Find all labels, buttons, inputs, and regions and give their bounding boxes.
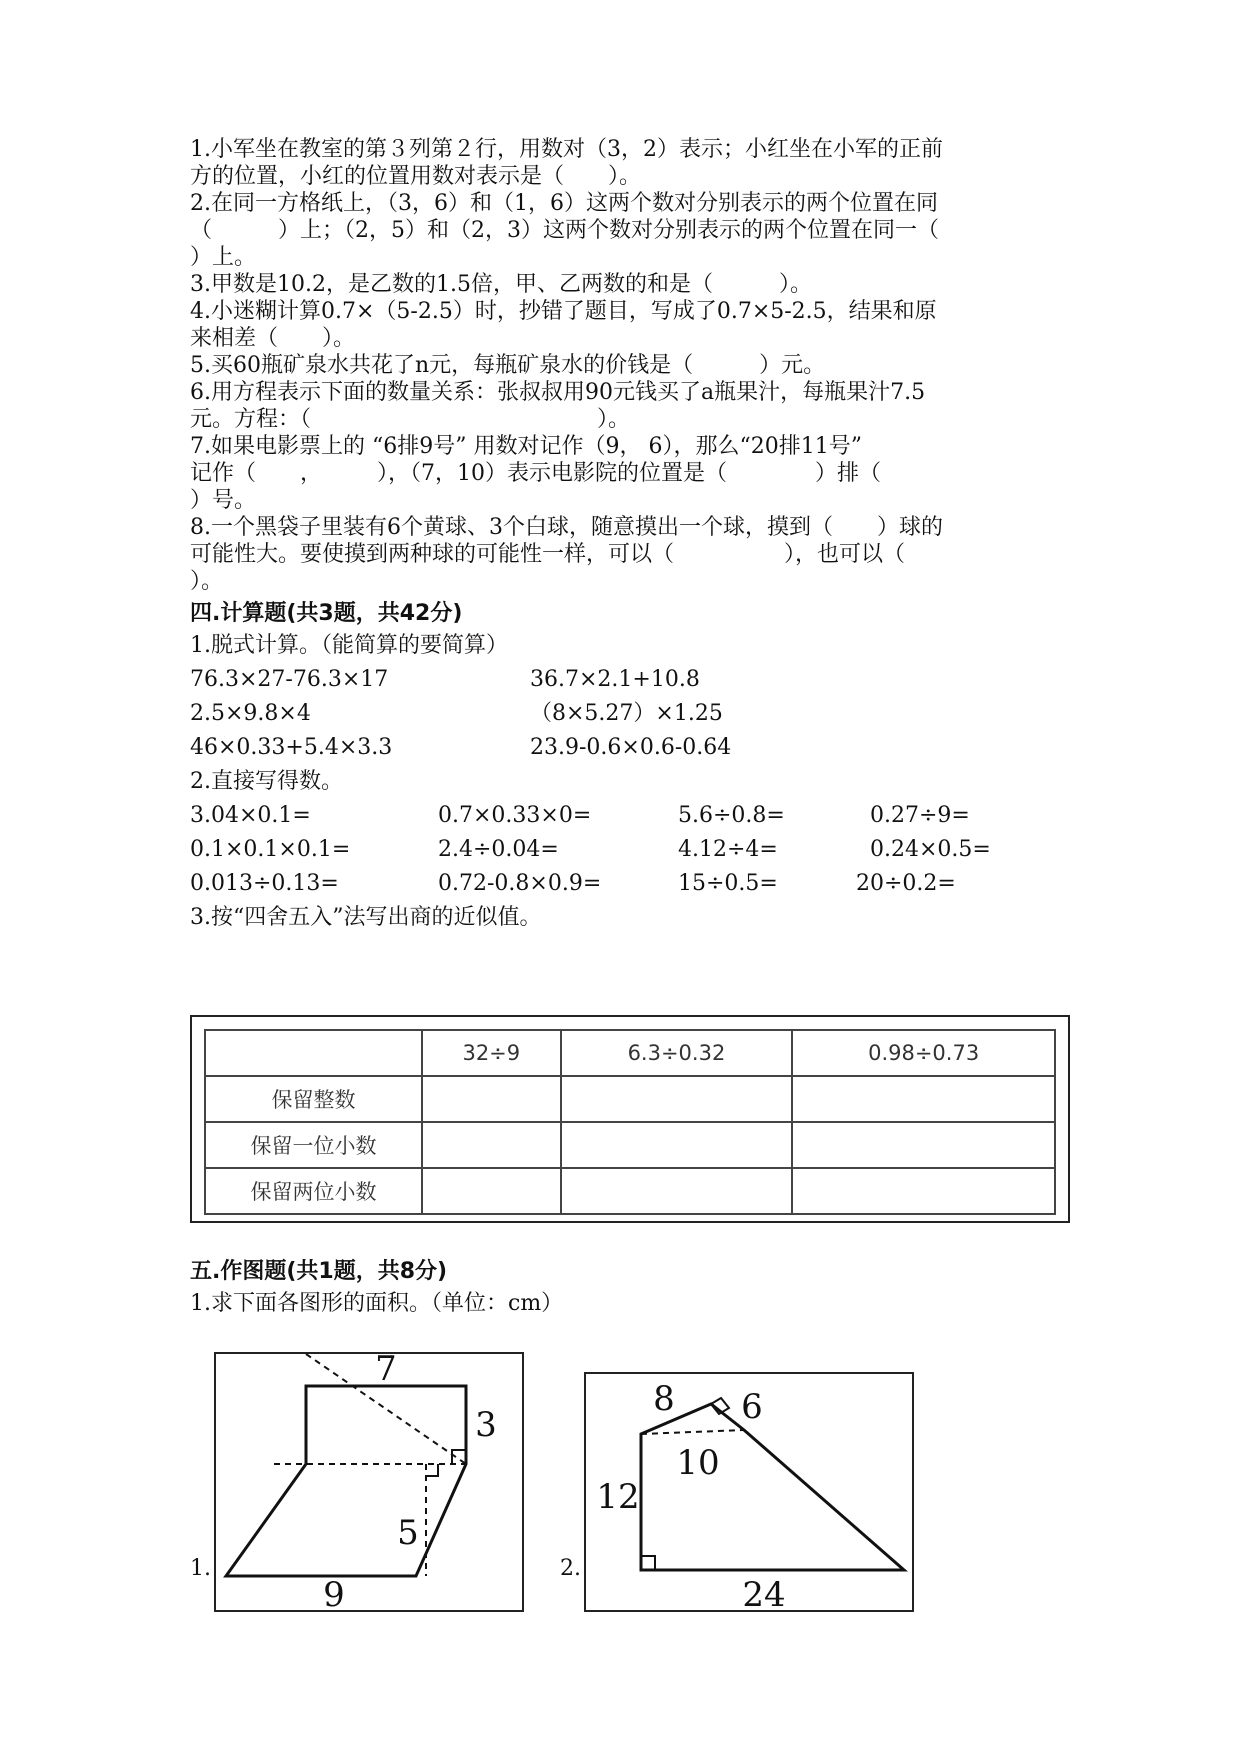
label-bottom: 9 — [323, 1575, 345, 1610]
answer-cell — [561, 1168, 793, 1214]
answer-cell — [422, 1168, 561, 1214]
table-header-row — [205, 1030, 1055, 1076]
label-left: 12 — [596, 1477, 640, 1517]
question-line: 记作（ ， ），（7，10）表示电影院的位置是（ ）排（ — [190, 461, 881, 486]
table-header-cell: 32÷9 — [422, 1030, 561, 1076]
question-line: 7.如果电影票上的 “6排9号” 用数对记作（9， 6），那么“20排11号” — [190, 434, 862, 459]
question-line: 3.甲数是10.2，是乙数的1.5倍，甲、乙两数的和是（ ）。 — [190, 272, 812, 297]
calc-item: 23.9-0.6×0.6-0.64 — [530, 735, 732, 760]
question-line: 可能性大。要使摸到两种球的可能性一样，可以（ ），也可以（ — [190, 542, 906, 567]
parallelogram-outline — [226, 1386, 466, 1576]
composite-figure — [586, 1374, 912, 1610]
question-line: 方的位置，小红的位置用数对表示是（ ）。 — [190, 164, 642, 189]
question-title: 1.脱式计算。（能简算的要简算） — [190, 633, 508, 658]
oral-calc-item: 20÷0.2= — [856, 871, 956, 896]
oral-calc-item: 2.4÷0.04= — [438, 837, 559, 862]
label-right: 3 — [475, 1405, 497, 1445]
answer-cell — [792, 1168, 1055, 1214]
table-row — [205, 1076, 1055, 1122]
table-header-cell: 6.3÷0.32 — [561, 1030, 793, 1076]
oral-calc-item: 0.7×0.33×0= — [438, 803, 592, 828]
answer-cell — [422, 1122, 561, 1168]
answer-cell — [561, 1076, 793, 1122]
table-header-cell: 0.98÷0.73 — [792, 1030, 1055, 1076]
table-row — [205, 1122, 1055, 1168]
figure-label: 1. — [190, 1556, 211, 1581]
answer-cell — [561, 1122, 793, 1168]
question-line: （ ）上；（2，5）和（2，3）这两个数对分别表示的两个位置在同一（ — [190, 218, 939, 243]
answer-cell — [792, 1076, 1055, 1122]
calc-item: （8×5.27）×1.25 — [530, 701, 723, 726]
oral-calc-item: 3.04×0.1= — [190, 803, 311, 828]
figure-composite-box — [584, 1372, 914, 1612]
row-label: 保留两位小数 — [205, 1168, 422, 1214]
question-line: 6.用方程表示下面的数量关系：张叔叔用90元钱买了a瓶果汁，每瓶果汁7.5 — [190, 380, 926, 405]
calc-item: 36.7×2.1+10.8 — [530, 667, 700, 692]
question-line: 8.一个黑袋子里装有6个黄球、3个白球，随意摸出一个球，摸到（ ）球的 — [190, 515, 943, 540]
question-line: 5.买60瓶矿泉水共花了n元，每瓶矿泉水的价钱是（ ）元。 — [190, 353, 826, 378]
question-line: ）上。 — [190, 245, 257, 270]
question-line: ）号。 — [190, 488, 257, 513]
row-label: 保留一位小数 — [205, 1122, 422, 1168]
row-label: 保留整数 — [205, 1076, 422, 1122]
label-bottom: 24 — [742, 1575, 786, 1610]
calc-item: 76.3×27-76.3×17 — [190, 667, 389, 692]
question-title: 1.求下面各图形的面积。（单位：cm） — [190, 1291, 564, 1316]
question-line: 2.在同一方格纸上，（3，6）和（1，6）这两个数对分别表示的两个位置在同 — [190, 191, 938, 216]
oral-calc-item: 4.12÷4= — [678, 837, 778, 862]
label-leg-a: 8 — [653, 1379, 675, 1419]
figure-parallelogram-box — [214, 1352, 524, 1612]
calc-item: 2.5×9.8×4 — [190, 701, 311, 726]
calc-item: 46×0.33+5.4×3.3 — [190, 735, 393, 760]
oral-calc-item: 5.6÷0.8= — [678, 803, 785, 828]
figure-label: 2. — [560, 1556, 581, 1581]
answer-cell — [422, 1076, 561, 1122]
label-leg-b: 6 — [741, 1387, 763, 1427]
question-line: 元。方程：（ ）。 — [190, 407, 631, 432]
section-title: 四.计算题(共3题，共42分) — [190, 601, 463, 626]
dashed-hypotenuse — [641, 1430, 744, 1434]
question-title: 3.按“四舍五入”法写出商的近似值。 — [190, 905, 542, 930]
approximation-table-frame — [190, 1015, 1070, 1223]
oral-calc-item: 15÷0.5= — [678, 871, 778, 896]
oral-calc-item: 0.72-0.8×0.9= — [438, 871, 602, 896]
label-top: 7 — [375, 1354, 397, 1389]
oral-calc-item: 0.27÷9= — [870, 803, 970, 828]
table-header-cell — [205, 1030, 422, 1076]
question-line: 4.小迷糊计算0.7×（5-2.5）时，抄错了题目，写成了0.7×5-2.5，结果和原 — [190, 299, 937, 324]
question-line: ）。 — [190, 569, 224, 594]
right-angle-mark — [641, 1556, 655, 1570]
composite-outline — [641, 1404, 904, 1570]
label-height: 5 — [397, 1513, 419, 1553]
right-angle-mark — [426, 1464, 438, 1476]
label-hypotenuse: 10 — [676, 1443, 720, 1483]
oral-calc-item: 0.24×0.5= — [870, 837, 991, 862]
oral-calc-item: 0.013÷0.13= — [190, 871, 339, 896]
parallelogram-figure — [216, 1354, 522, 1610]
oral-calc-item: 0.1×0.1×0.1= — [190, 837, 351, 862]
question-line: 1.小军坐在教室的第３列第２行，用数对（3，2）表示；小红坐在小军的正前 — [190, 137, 943, 162]
question-line: 来相差（ ）。 — [190, 326, 356, 351]
approximation-table — [204, 1029, 1056, 1215]
question-title: 2.直接写得数。 — [190, 769, 343, 794]
answer-cell — [792, 1122, 1055, 1168]
section-title: 五.作图题(共1题，共8分) — [190, 1259, 448, 1284]
table-row — [205, 1168, 1055, 1214]
